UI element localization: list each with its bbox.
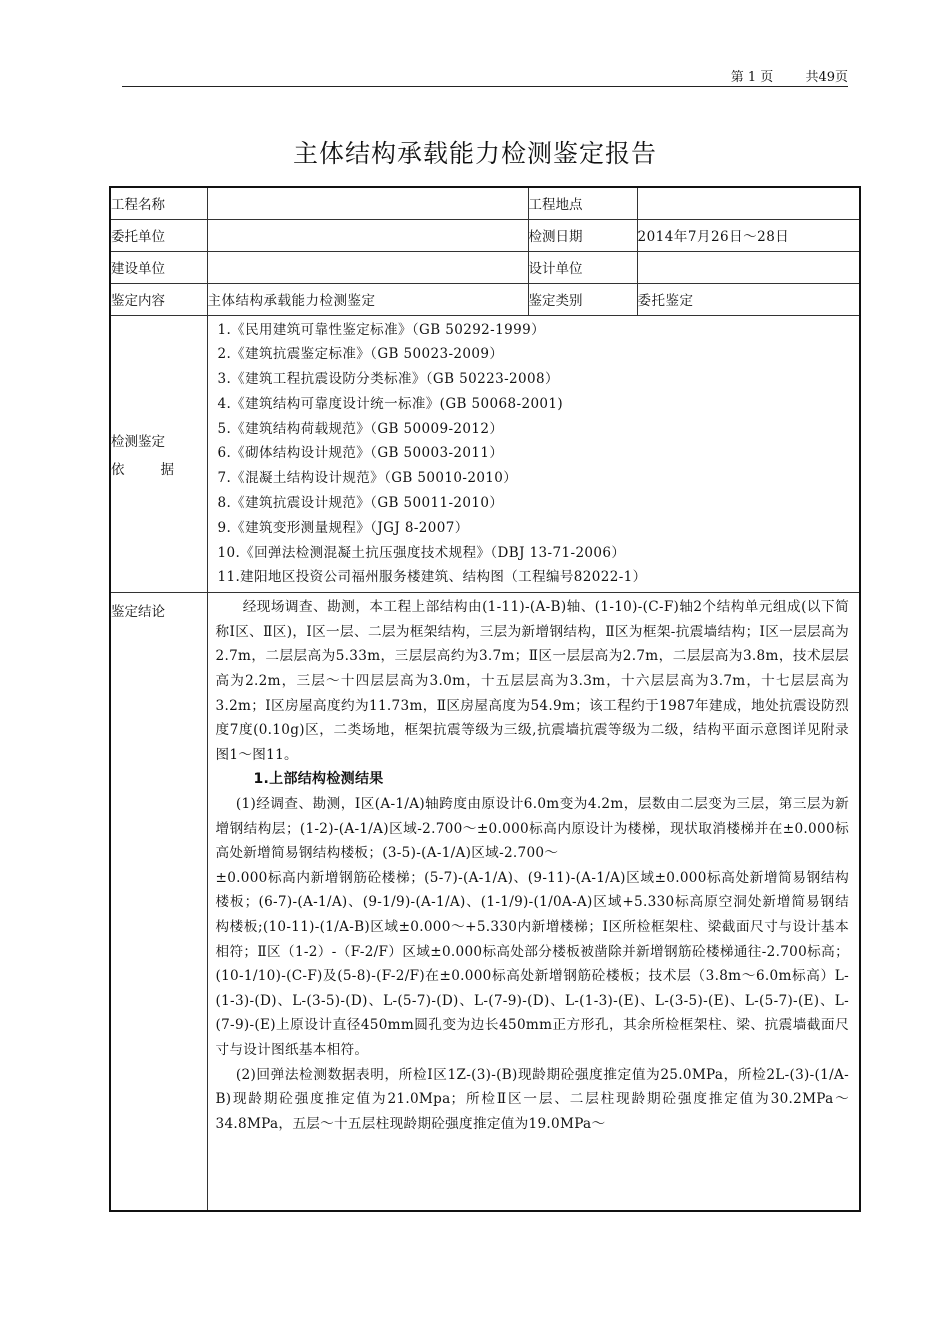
basis-item: 10.《回弹法检测混凝土抗压强度技术规程》（DBJ 13-71-2006） [217,544,626,561]
conclusion-para-1b: ±0.000标高内新增钢筋砼楼梯；(5-7)-(A-1/A)、(9-11)-(A-1/A)区域±0.000标高处新增简易钢结构楼板；(6-7)-(A-1/A)、(9-1/9)-(A-1/A)、(1-1/9)-(1/0A-A)区域+5.330标高原空洞处新增简易钢结构楼板;(10-11)-(1/A-B)区域±0.000～+5.330内新增楼梯；Ⅰ区所检框架柱、梁截面尺寸与设计基本相符；Ⅱ区（1-2）-（F-2/F）区域±0.000标高处部分楼板被凿除并新增钢筋砼楼梯通往-2.700标高；(10-1/10)-(C-F)及(5-8)-(F-2/F)在±0.000标高处新增钢筋砼楼板；技术层（3.8m～6.0m标高）L-(1-3)-(D)、L-(3-5)-(D)、L-(5-7)-(D)、L-(7-9)-(D)、L-(1-3)-(E)、L-(3-5)-(E)、L-(5-7)-(E)、L-(7-9)-(E)上原设计直径450mm圆孔变为边长450mm正方形孔，其余所检框架柱、梁、抗震墙截面尺寸与设计图纸基本相符。 [215,869,849,1058]
basis-item: 8.《建筑抗震设计规范》（GB 50011-2010） [217,495,504,512]
project-location-label: 工程地点 [528,187,637,219]
test-date-value: 2014年7月26日～28日 [637,219,860,251]
row-conclusion [110,593,860,1212]
designer-value [637,251,860,283]
test-date-label: 检测日期 [528,219,637,251]
client-label: 委托单位 [110,219,207,251]
row-builder [110,251,860,283]
row-project-name [110,187,860,219]
basis-label [110,315,207,593]
page-number: 第 1 页 [730,70,774,85]
page-header [122,66,848,87]
row-content [110,283,860,315]
report-title: 主体结构承载能力检测鉴定报告 [292,139,657,168]
conclusion-text [208,593,860,1210]
page-total: 共49页 [805,70,848,85]
basis-item: 2.《建筑抗震鉴定标准》（GB 50023-2009） [217,346,504,363]
content-label: 鉴定内容 [110,283,207,315]
conclusion-cell [207,593,860,1212]
basis-item: 9.《建筑变形测量规程》（JGJ 8-2007） [217,519,469,536]
conclusion-para-1: (1)经调查、勘测，Ⅰ区(A-1/A)轴跨度由原设计6.0m变为4.2m，层数由二层变为三层，第三层为新增钢结构层；(1-2)-(A-1/A)区域-2.700～±0.000标高内原设计为楼梯，现状取消楼梯并在±0.000标高处新增简易钢结构楼板；(3-5)-(A-1/A)区域-2.700～ [215,796,849,862]
section-title: 1.上部结构检测结果 [253,771,384,788]
basis-item: 3.《建筑工程抗震设防分类标准》（GB 50223-2008） [217,371,559,388]
report-table [109,186,861,1212]
builder-value [207,251,528,283]
basis-item: 11.建阳地区投资公司福州服务楼建筑、结构图（工程编号82022-1） [217,569,647,586]
conclusion-para-2: (2)回弹法检测数据表明，所检Ⅰ区1Z-(3)-(B)现龄期砼强度推定值为25.0MPa，所检2L-(3)-(1/A-B)现龄期砼强度推定值为21.0Mpa；所检Ⅱ区一层、二层柱现龄期砼强度推定值为30.2MPa～34.8MPa，五层～十五层柱现龄期砼强度推定值为19.0MPa～ [215,1066,849,1132]
basis-item: 5.《建筑结构荷载规范》（GB 50009-2012） [217,420,504,437]
project-location-value [637,187,860,219]
category-label: 鉴定类别 [528,283,637,315]
basis-label-line2 [111,458,207,478]
basis-item: 1.《民用建筑可靠性鉴定标准》（GB 50292-1999） [217,321,545,338]
basis-item: 6.《砌体结构设计规范》（GB 50003-2011） [217,445,504,462]
project-name-value [207,187,528,219]
content-value: 主体结构承载能力检测鉴定 [207,283,528,315]
conclusion-intro: 经现场调查、勘测，本工程上部结构由(1-11)-(A-B)轴、(1-10)-(C-F)轴2个结构单元组成(以下简称Ⅰ区、Ⅱ区)，Ⅰ区一层、二层为框架结构，三层为新增钢结构，Ⅱ区为框架-抗震墙结构；Ⅰ区一层层高为2.7m，二层层高为5.33m，三层层高约为3.7m；Ⅱ区一层层高为2.7m，二层层高为3.8m，技术层层高为2.2m，三层～十四层层高为3.0m，十五层层高为3.3m，十六层层高为3.7m，十七层层高为3.2m；Ⅰ区房屋高度约为11.73m，Ⅱ区房屋高度为54.9m；该工程约于1987年建成，地处抗震设防烈度7度(0.10g)区，二类场地，框架抗震等级为三级,抗震墙抗震等级为二级，结构平面示意图详见附录图1～图11。 [215,599,849,763]
builder-label: 建设单位 [110,251,207,283]
basis-item: 4.《建筑结构可靠度设计统一标准》(GB 50068-2001) [217,395,564,412]
row-client [110,219,860,251]
conclusion-label: 鉴定结论 [110,593,207,1212]
client-value [207,219,528,251]
basis-label-char-2: 据 [160,461,174,478]
designer-label: 设计单位 [528,251,637,283]
row-basis [110,315,860,593]
basis-label-char-1: 依 [111,461,125,478]
basis-list-cell [207,315,860,593]
basis-list [208,316,860,593]
basis-item: 7.《混凝土结构设计规范》（GB 50010-2010） [217,470,518,487]
basis-label-line1: 检测鉴定 [111,433,165,450]
project-name-label: 工程名称 [110,187,207,219]
category-value: 委托鉴定 [637,283,860,315]
